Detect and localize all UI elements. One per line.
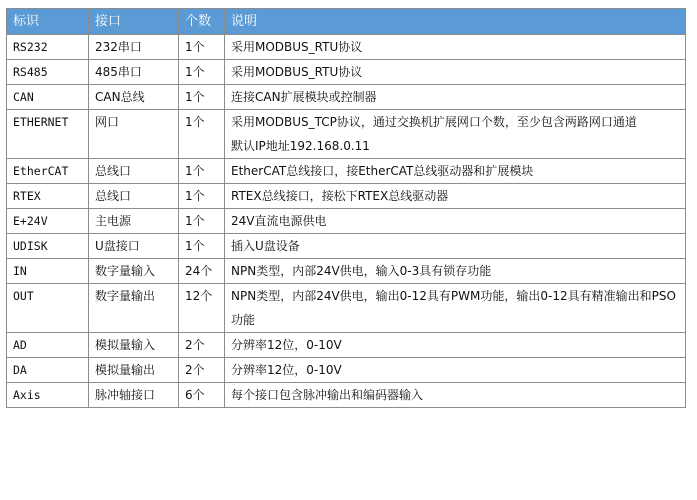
cell-desc: 采用MODBUS_RTU协议 <box>225 35 686 60</box>
cell-desc: 插入U盘设备 <box>225 234 686 259</box>
table-row <box>7 284 686 333</box>
cell-desc-extra: 默认IP地址192.168.0.11 <box>231 139 370 153</box>
table-row <box>7 333 686 358</box>
cell-port: 232串口 <box>89 35 179 60</box>
cell-id: UDISK <box>7 234 89 259</box>
table-row <box>7 259 686 284</box>
table-row <box>7 85 686 110</box>
cell-port: 总线口 <box>89 159 179 184</box>
cell-desc: 采用MODBUS_RTU协议 <box>225 60 686 85</box>
cell-desc: NPN类型，内部24V供电，输入0-3具有锁存功能 <box>225 259 686 284</box>
cell-count: 1个 <box>179 35 225 60</box>
cell-port: 485串口 <box>89 60 179 85</box>
cell-desc-main: 采用MODBUS_TCP协议，通过交换机扩展网口个数，至少包含两路网口通道 <box>231 115 637 129</box>
cell-count: 1个 <box>179 159 225 184</box>
cell-count: 6个 <box>179 383 225 408</box>
table-row <box>7 159 686 184</box>
cell-id: CAN <box>7 85 89 110</box>
header-id: 标识 <box>7 9 89 35</box>
cell-id: ETHERNET <box>7 110 89 159</box>
cell-count: 1个 <box>179 110 225 159</box>
cell-count: 2个 <box>179 333 225 358</box>
table-row <box>7 35 686 60</box>
cell-count: 1个 <box>179 184 225 209</box>
cell-desc: EtherCAT总线接口，接EtherCAT总线驱动器和扩展模块 <box>225 159 686 184</box>
table-header-row <box>7 9 686 35</box>
cell-count: 1个 <box>179 60 225 85</box>
cell-port: 数字量输入 <box>89 259 179 284</box>
cell-port: U盘接口 <box>89 234 179 259</box>
table-row <box>7 110 686 159</box>
cell-id: E+24V <box>7 209 89 234</box>
cell-port: 模拟量输入 <box>89 333 179 358</box>
cell-desc: 连接CAN扩展模块或控制器 <box>225 85 686 110</box>
cell-id: RTEX <box>7 184 89 209</box>
cell-count: 1个 <box>179 85 225 110</box>
cell-count: 2个 <box>179 358 225 383</box>
header-desc: 说明 <box>225 9 686 35</box>
cell-count: 24个 <box>179 259 225 284</box>
cell-desc: 分辨率12位，0-10V <box>225 358 686 383</box>
cell-id: OUT <box>7 284 89 333</box>
table-row <box>7 234 686 259</box>
cell-id: Axis <box>7 383 89 408</box>
cell-id: EtherCAT <box>7 159 89 184</box>
table-row <box>7 383 686 408</box>
cell-id: IN <box>7 259 89 284</box>
header-port: 接口 <box>89 9 179 35</box>
cell-id: RS485 <box>7 60 89 85</box>
cell-desc: NPN类型，内部24V供电，输出0-12具有PWM功能，输出0-12具有精准输出和PSO功能 <box>225 284 686 333</box>
cell-id: AD <box>7 333 89 358</box>
table-row <box>7 209 686 234</box>
cell-port: CAN总线 <box>89 85 179 110</box>
table-row <box>7 60 686 85</box>
cell-id: RS232 <box>7 35 89 60</box>
cell-count: 12个 <box>179 284 225 333</box>
cell-port: 网口 <box>89 110 179 159</box>
cell-count: 1个 <box>179 234 225 259</box>
cell-desc: RTEX总线接口，接松下RTEX总线驱动器 <box>225 184 686 209</box>
table-row <box>7 358 686 383</box>
interface-spec-table <box>6 8 686 408</box>
cell-port: 模拟量输出 <box>89 358 179 383</box>
cell-desc: 每个接口包含脉冲输出和编码器输入 <box>225 383 686 408</box>
cell-id: DA <box>7 358 89 383</box>
cell-desc <box>225 110 686 159</box>
cell-port: 数字量输出 <box>89 284 179 333</box>
table-row <box>7 184 686 209</box>
cell-port: 主电源 <box>89 209 179 234</box>
header-count: 个数 <box>179 9 225 35</box>
cell-port: 脉冲轴接口 <box>89 383 179 408</box>
cell-desc: 分辨率12位，0-10V <box>225 333 686 358</box>
cell-count: 1个 <box>179 209 225 234</box>
cell-port: 总线口 <box>89 184 179 209</box>
cell-desc: 24V直流电源供电 <box>225 209 686 234</box>
